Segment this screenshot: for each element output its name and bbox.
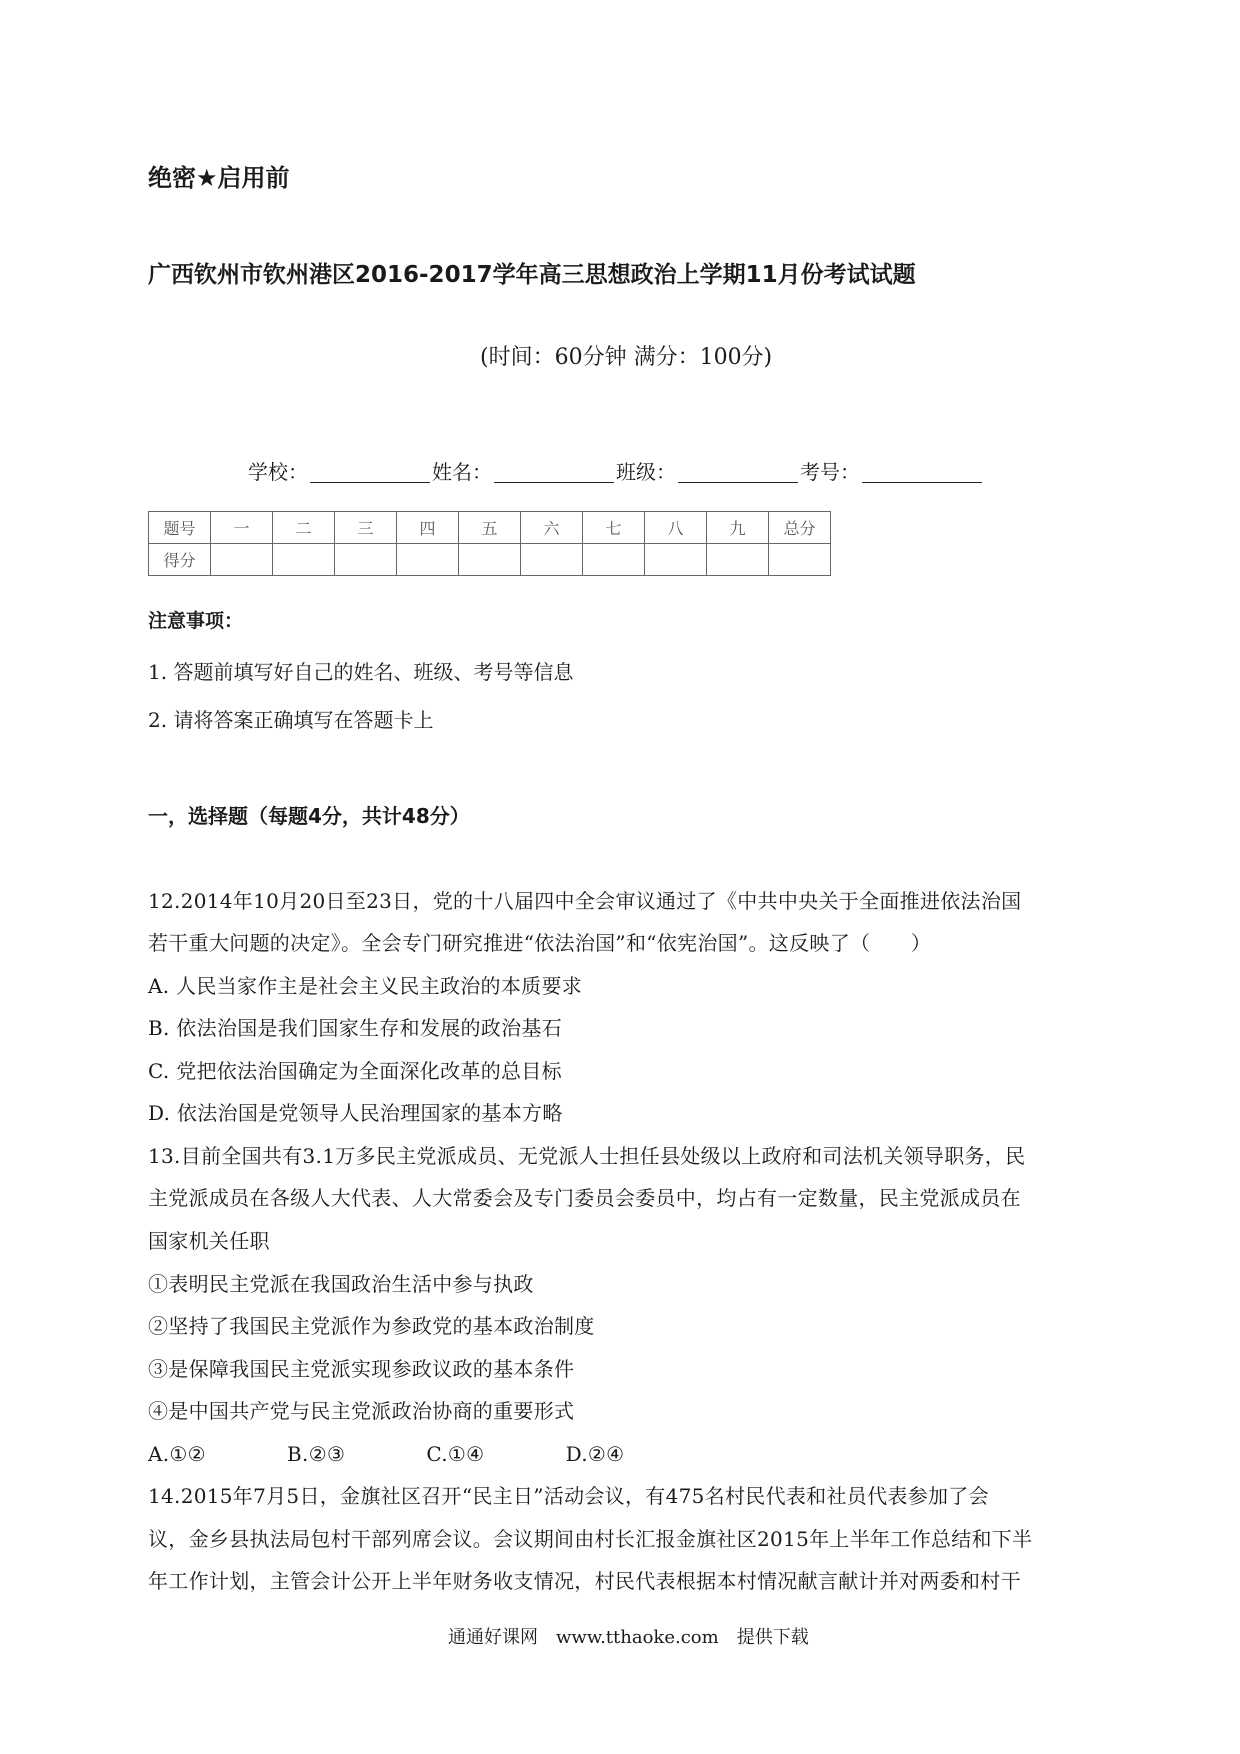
question-line: 主党派成员在各级人大代表、人大常委会及专门委员会委员中，均占有一定数量，民主党派成员在	[148, 1186, 1021, 1210]
name-blank	[494, 462, 614, 483]
question-line: 国家机关任职	[148, 1229, 270, 1253]
school-label: 学校：	[248, 460, 308, 484]
score-table-col: 总分	[769, 512, 831, 544]
footer-text: 通通好课网 www.tthaoke.com 提供下载	[448, 1627, 809, 1648]
score-cell	[211, 544, 273, 576]
score-cell	[521, 544, 583, 576]
score-table-col: 六	[521, 512, 583, 544]
score-table-col: 九	[707, 512, 769, 544]
score-table-score-row	[149, 544, 831, 576]
score-table-row-label: 题号	[149, 512, 211, 544]
class-label: 班级：	[616, 460, 676, 484]
score-cell	[335, 544, 397, 576]
question-line: 若干重大问题的决定》。全会专门研究推进“依法治国”和“依宪治国”。这反映了（ ）	[148, 931, 932, 955]
score-table-col: 三	[335, 512, 397, 544]
statement-line: ④是中国共产党与民主党派政治协商的重要形式	[148, 1399, 575, 1423]
confidential-label: 绝密★启用前	[148, 164, 290, 192]
score-cell	[645, 544, 707, 576]
exam-no-label: 考号：	[800, 460, 860, 484]
score-cell	[459, 544, 521, 576]
score-cell	[583, 544, 645, 576]
option-line: A.①② B.②③ C.①④ D.②④	[148, 1442, 625, 1466]
exam-no-blank	[862, 462, 982, 483]
option-line: B. 依法治国是我们国家生存和发展的政治基石	[148, 1016, 563, 1040]
question-line: 议，金乡县执法局包村干部列席会议。会议期间由村长汇报金旗社区2015年上半年工作总结和下半	[148, 1527, 1033, 1551]
score-table-col: 四	[397, 512, 459, 544]
exam-title: 广西钦州市钦州港区2016-2017学年高三思想政治上学期11月份考试试题	[148, 262, 916, 288]
notes-heading: 注意事项：	[148, 610, 244, 632]
statement-line: ①表明民主党派在我国政治生活中参与执政	[148, 1272, 534, 1296]
statement-line: ②坚持了我国民主党派作为参政党的基本政治制度	[148, 1314, 595, 1338]
question-line: 12.2014年10月20日至23日，党的十八届四中全会审议通过了《中共中央关于全面推进依法治国	[148, 889, 1022, 913]
score-table-header-row	[149, 512, 831, 544]
score-table-col: 八	[645, 512, 707, 544]
score-cell	[769, 544, 831, 576]
question-line: 13.目前全国共有3.1万多民主党派成员、无党派人士担任县处级以上政府和司法机关领导职务，民	[148, 1144, 1026, 1168]
statement-line: ③是保障我国民主党派实现参政议政的基本条件	[148, 1357, 575, 1381]
score-cell	[707, 544, 769, 576]
note-item: 2. 请将答案正确填写在答题卡上	[148, 708, 434, 732]
exam-time-info: (时间：60分钟 满分：100分)	[480, 345, 773, 370]
section-heading: 一，选择题（每题4分，共计48分）	[148, 804, 470, 828]
score-table-col: 七	[583, 512, 645, 544]
option-line: A. 人民当家作主是社会主义民主政治的本质要求	[148, 974, 583, 998]
question-line: 14.2015年7月5日，金旗社区召开“民主日”活动会议，有475名村民代表和社员代表参加了会	[148, 1484, 989, 1508]
score-table-col: 二	[273, 512, 335, 544]
score-table	[148, 511, 831, 576]
score-table-row-label: 得分	[149, 544, 211, 576]
score-cell	[273, 544, 335, 576]
score-cell	[397, 544, 459, 576]
score-table-col: 五	[459, 512, 521, 544]
class-blank	[678, 462, 798, 483]
option-line: C. 党把依法治国确定为全面深化改革的总目标	[148, 1059, 562, 1083]
name-label: 姓名：	[432, 460, 492, 484]
note-item: 1. 答题前填写好自己的姓名、班级、考号等信息	[148, 660, 574, 684]
student-info-fields	[248, 456, 984, 485]
school-blank	[310, 462, 430, 483]
option-line: D. 依法治国是党领导人民治理国家的基本方略	[148, 1101, 563, 1125]
question-line: 年工作计划，主管会计公开上半年财务收支情况，村民代表根据本村情况献言献计并对两委和村干	[148, 1569, 1021, 1593]
score-table-col: 一	[211, 512, 273, 544]
